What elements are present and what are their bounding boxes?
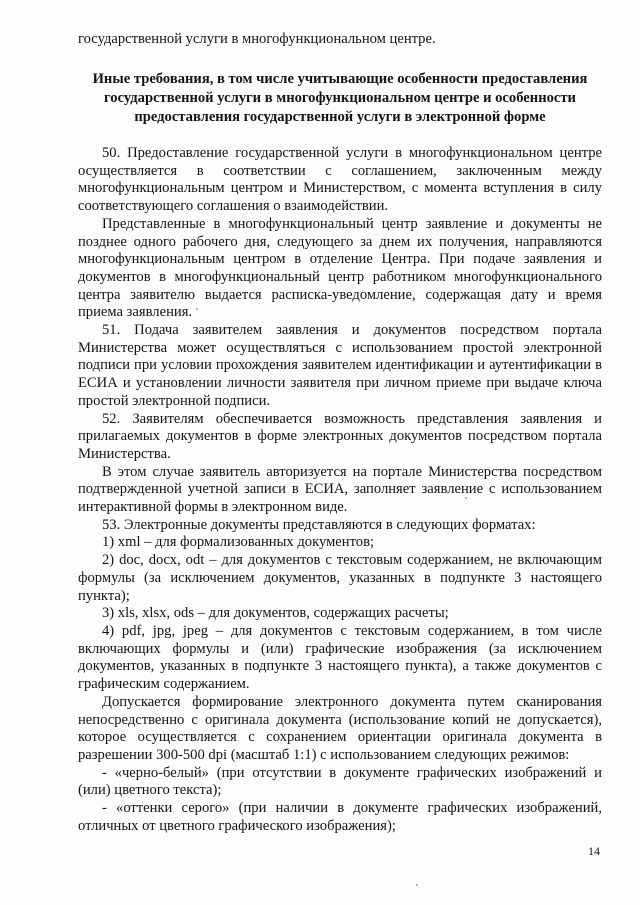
list-item-xls: 3) xls, xlsx, ods – для документов, содержащих расчеты; xyxy=(102,605,449,622)
paragraph-51: 51. Подача заявителем заявления и документов посредством портала Министерства может осуществляться с использованием простой электронной подписи при условии прохождения заявителем идентификации и аутентификации в ЕСИА и установлении личности заявителя при личном приеме при выдаче ключа простой электронной подписи. xyxy=(78,322,602,409)
paragraph-50: 50. Предоставление государственной услуги в многофункциональном центре осуществляется в соответствии с соглашением, заключенным между многофункциональным центром и Министерством, с момента вступления в силу соответствующего соглашения о взаимодействии. xyxy=(78,145,602,215)
list-item-grayscale: - «оттенки серого» (при наличии в документе графических изображений, отличных от цветного графического изображения); xyxy=(78,800,602,834)
paragraph-mfc-submission: Представленные в многофункциональный центр заявление и документы не позднее одного рабочего дня, следующего за днем их получения, направляются многофункциональным центром в отделение Центра. При подаче заявления и документов в многофункциональный центр работником многофункционального центра заявителю выдается расписка-уведомление, содержащая дату и время приема заявления. xyxy=(78,215,602,321)
scan-speck xyxy=(416,884,418,886)
page-number: 14 xyxy=(588,844,600,858)
continuation-line: государственной услуги в многофункциональном центре. xyxy=(78,31,436,47)
body-text xyxy=(78,145,602,835)
paragraph-esia-auth: В этом случае заявитель авторизуется на портале Министерства посредством подтвержденной учетной записи в ЕСИА, заполняет заявление с использованием интерактивной формы в электронном виде. xyxy=(78,463,602,516)
list-item-doc: 2) doc, docx, odt – для документов с текстовым содержанием, не включающим формулы (за исключением документов, указанных в подпункте 3 настоящего пункта); xyxy=(78,552,602,604)
section-heading: Иные требования, в том числе учитывающие особенности предоставления государственной услуги в многофункциональном центре и особенности предоставления государственной услуги в электронной форме xyxy=(92,71,588,125)
scan-speck xyxy=(196,308,198,310)
paragraph-scanning: Допускается формирование электронного документа путем сканирования непосредственно с оригинала документа (использование копий не допускается), которое осуществляется с сохранением ориентации оригинала документа в разрешении 300-500 dpi (масштаб 1:1) с использованием следующих режимов: xyxy=(78,693,602,763)
paragraph-53: 53. Электронные документы представляются в следующих форматах: xyxy=(102,516,536,533)
list-item-pdf: 4) pdf, jpg, jpeg – для документов с текстовым содержанием, в том числе включающих формулы и (или) графические изображения (за исключением документов, указанных в подпункте 3 настоящего пункта), а также документов с графическим содержанием. xyxy=(78,622,602,693)
list-item-black-white: - «черно-белый» (при отсутствии в документе графических изображений и (или) цветного текста); xyxy=(78,764,602,799)
list-item-xml: 1) xml – для формализованных документов; xyxy=(102,534,375,551)
scan-speck xyxy=(465,497,467,499)
paragraph-52: 52. Заявителям обеспечивается возможность представления заявления и прилагаемых документов в форме электронных документов посредством портала Министерства. xyxy=(78,410,602,462)
